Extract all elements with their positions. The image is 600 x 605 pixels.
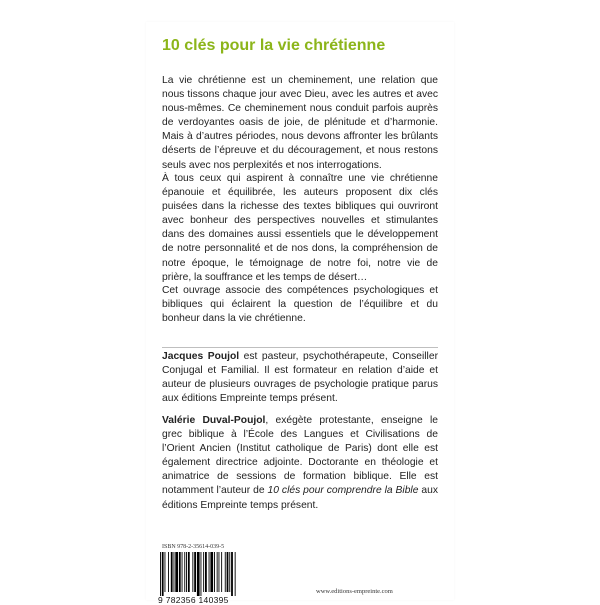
barcode-bar (205, 552, 207, 592)
barcode-bar (194, 552, 196, 592)
author-name-2: Valérie Duval-Poujol (162, 415, 266, 426)
author-bio-2 (162, 414, 438, 513)
book-title: 10 clés pour la vie chrétienne (162, 37, 386, 54)
barcode-bar (209, 552, 210, 592)
barcode-bar (219, 552, 220, 592)
publisher-website: www.editions-empreinte.com (316, 588, 393, 595)
barcode-graphic (158, 552, 248, 596)
barcode-bar (174, 552, 175, 592)
barcode-bar (192, 552, 193, 592)
barcode-bar (186, 552, 187, 592)
author-bio-1-text: est pasteur, psychothérapeute, Conseiller Conjugal et Familial. Il est formateur en relation d’aide et auteur de plusieurs ouvrages de psychologie pratique parus aux éditions Empreinte temps présent. (162, 351, 438, 405)
author-bio-2-text-2: aux éditions Empreinte temps présent. (162, 485, 438, 511)
barcode-bar (197, 552, 200, 596)
barcode-bar (171, 552, 173, 592)
barcode-bar (188, 552, 190, 592)
barcode-digits: 9 782356 140395 (158, 595, 229, 605)
barcode-bar (168, 552, 169, 592)
barcode-bar (225, 552, 226, 592)
author-name-1: Jacques Poujol (162, 351, 240, 362)
barcode-bar (231, 552, 233, 596)
barcode-bar (221, 552, 222, 592)
barcode-bar (162, 552, 164, 596)
section-divider (162, 347, 438, 348)
barcode-bar (165, 552, 166, 592)
author-bio-2-book-title: 10 clés pour comprendre la Bible (267, 485, 419, 497)
description-paragraph-2: À tous ceux qui aspirent à connaître une vie chrétienne épanouie et équilibrée, les auteurs proposent dix clés puisées dans la richesse des textes bibliques qui ouvriront avec bonheur des perspectives nouvelles et stimulantes dans des domaines aussi essentiels que le développement de notre personnalité et de nos dons, la compréhension de notre époque, le témoignage de notre foi, notre vie de prière, la souffrance et les temps de désert… (162, 173, 438, 283)
barcode-bar (203, 552, 204, 592)
barcode-bar (179, 552, 181, 592)
description-paragraph-1: La vie chrétienne est un cheminement, une relation que nous tissons chaque jour avec Dieu, avec les autres et avec nous-mêmes. Ce cheminement nous conduit parfois auprès de verdoyantes oasis de joie, de plénitude et d’harmonie. Mais à d’autres périodes, nous devons affronter les brûlants déserts de l’épreuve et du découragement, et nous restons seuls avec nos perplexités et nos interrogations. (162, 75, 438, 171)
barcode-bar (217, 552, 218, 592)
book-back-cover (146, 22, 454, 605)
barcode-bar (235, 552, 236, 596)
barcode-bar (184, 552, 185, 592)
description-paragraph-3: Cet ouvrage associe des compétences psychologiques et bibliques qui éclairent la question de l’équilibre et du bonheur dans la vie chrétienne. (162, 285, 438, 325)
barcode-bar (175, 552, 178, 592)
isbn-label: ISBN 978-2-35614-039-5 (162, 544, 225, 550)
author-bio-2-text-1: , exégète protestante, enseigne le grec biblique à l’École des Langues et Civilisations de l’Orient Ancien (Institut catholique de Paris) dont elle est également directrice adjointe. Doctorante en théologie et animatrice de sessions de formation biblique. Elle est notamment l’auteur de (162, 415, 438, 497)
barcode-bar (182, 552, 183, 592)
barcode-bar (210, 552, 213, 592)
barcode-bar (229, 552, 230, 592)
barcode (158, 552, 248, 596)
barcode-bar (160, 552, 161, 596)
barcode-bar (227, 552, 229, 592)
barcode-bar (201, 552, 202, 596)
author-bio-1 (162, 350, 438, 406)
barcode-bar (214, 552, 215, 592)
